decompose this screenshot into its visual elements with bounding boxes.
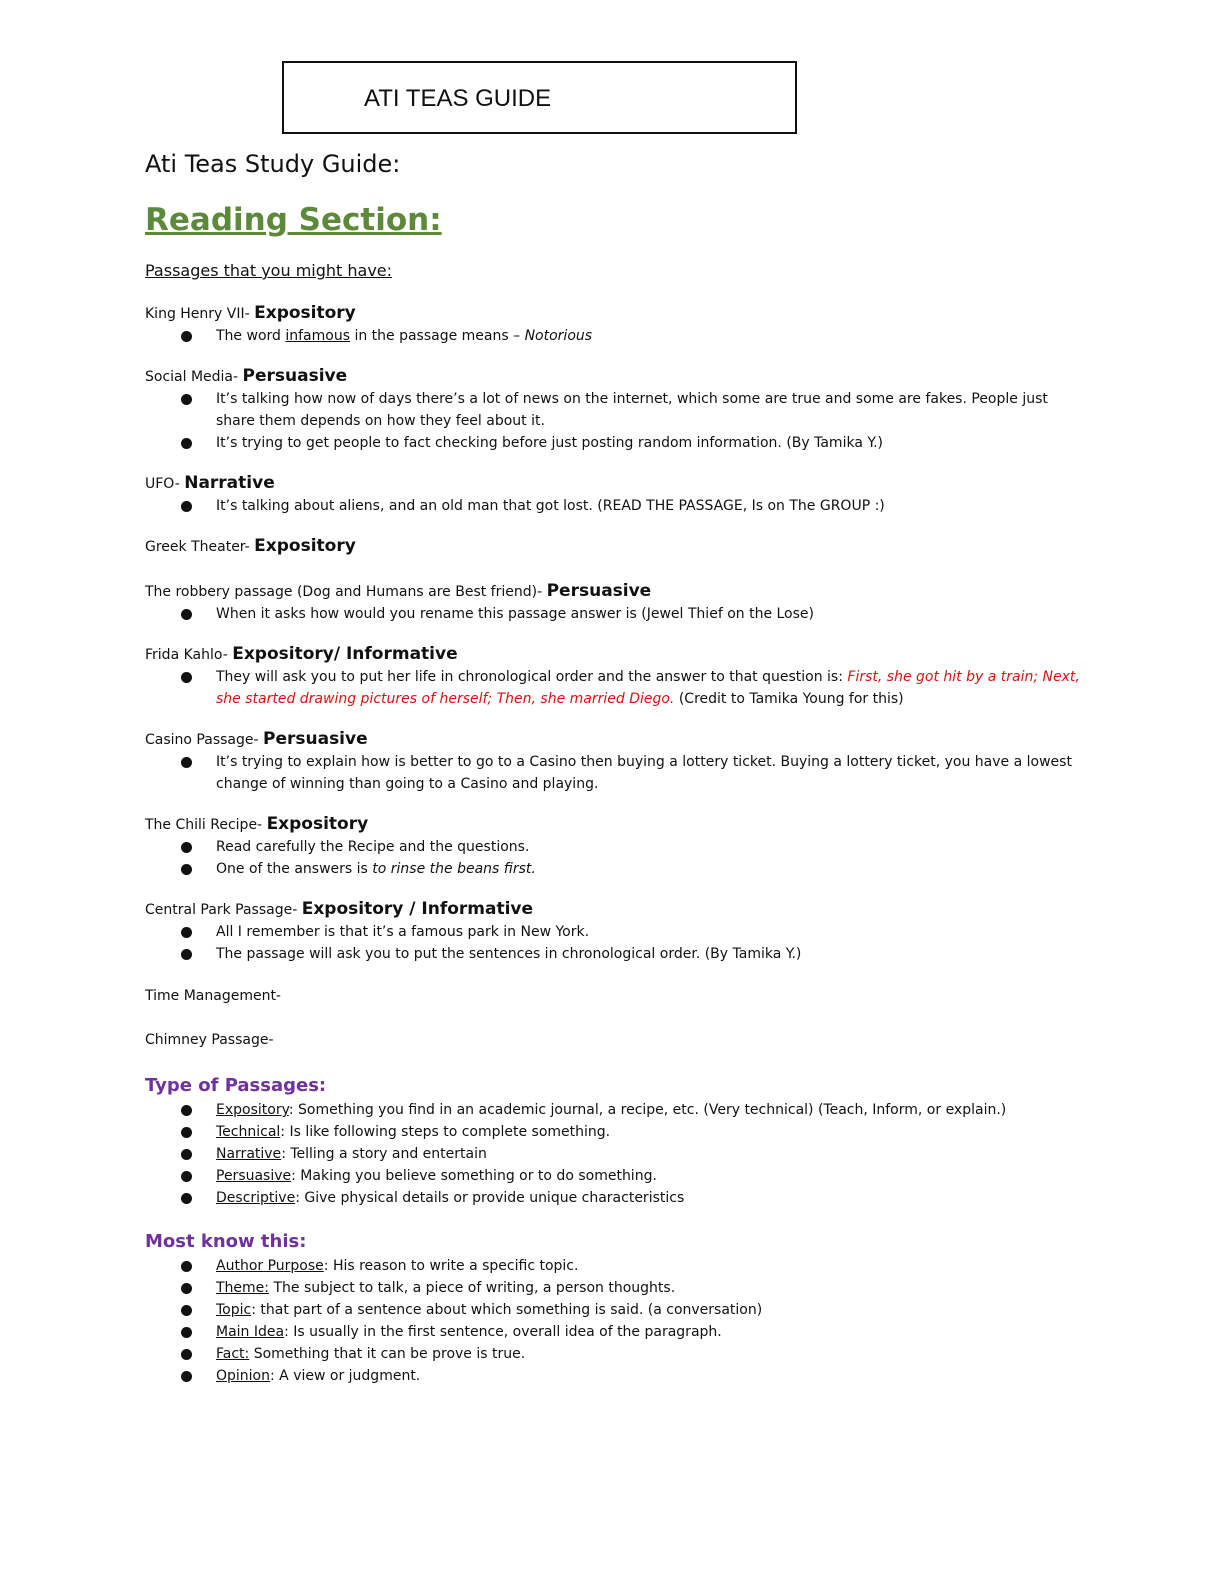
bullet-icon (181, 927, 192, 938)
bullet-icon (181, 757, 192, 768)
term: Technical (216, 1124, 281, 1140)
passage-name: Greek Theater- (145, 539, 255, 555)
text: (Credit to Tamika Young for this) (674, 691, 904, 707)
bullet-icon (181, 1305, 192, 1316)
passage-title (145, 472, 1085, 495)
must-know-section (145, 1229, 1085, 1387)
list-item (145, 1255, 1085, 1277)
time-management: Time Management- (145, 988, 281, 1004)
passage-type: Persuasive (242, 366, 348, 386)
list-item (145, 1187, 1085, 1209)
definition: : Making you believe something or to do something. (291, 1168, 657, 1184)
term: Theme: (216, 1280, 270, 1296)
text: It’s talking about aliens, and an old man that got lost. (READ THE PASSAGE, Is on The GROUP :) (216, 498, 885, 514)
chimney-passage: Chimney Passage- (145, 1032, 274, 1048)
passage-title (145, 643, 1085, 666)
bullet-icon (181, 1371, 192, 1382)
term: Fact: (216, 1346, 250, 1362)
bullet-icon (181, 1261, 192, 1272)
types-section (145, 1073, 1085, 1209)
list-item (145, 1365, 1085, 1387)
passage-title (145, 535, 1085, 558)
definition: : Is like following steps to complete something. (280, 1124, 611, 1140)
passage-title (145, 813, 1085, 836)
bullet-icon (181, 949, 192, 960)
list-item (145, 1121, 1085, 1143)
list-item (145, 836, 1085, 858)
types-heading: Type of Passages: (145, 1075, 327, 1096)
must-know-list (145, 1255, 1085, 1387)
text: The passage will ask you to put the sentences in chronological order. (By Tamika Y.) (216, 946, 802, 962)
passage-type: Expository (254, 536, 356, 556)
passage-name: Social Media- (145, 369, 243, 385)
term: Descriptive (216, 1190, 296, 1206)
text: All I remember is that it’s a famous park in New York. (216, 924, 590, 940)
passage-central-park (145, 898, 1085, 965)
bullet-icon (181, 1193, 192, 1204)
term: Persuasive (216, 1168, 292, 1184)
text: in the passage means – (350, 328, 525, 344)
types-list (145, 1099, 1085, 1209)
passage-title (145, 898, 1085, 921)
text: It’s trying to get people to fact checking before just posting random information. (By Tamika Y.) (216, 435, 883, 451)
bullet-icon (181, 1171, 192, 1182)
bullet-icon (181, 1149, 192, 1160)
list-item (145, 325, 1085, 347)
passage-title (145, 365, 1085, 388)
list-item (145, 858, 1085, 880)
list-item (145, 388, 1085, 432)
list-item (145, 495, 1085, 517)
bullet-icon (181, 438, 192, 449)
doc-heading: Ati Teas Study Guide: (145, 150, 401, 178)
passage-title (145, 302, 1085, 325)
passage-type: Narrative (184, 473, 275, 493)
list-item (145, 1099, 1085, 1121)
definition: : that part of a sentence about which something is said. (a conversation) (251, 1302, 763, 1318)
passage-type: Expository/ Informative (232, 644, 458, 664)
italic-word: Notorious (524, 328, 593, 344)
text: Read carefully the Recipe and the questions. (216, 839, 530, 855)
list-item (145, 1143, 1085, 1165)
term: Expository (216, 1102, 289, 1118)
definition: Something that it can be prove is true. (249, 1346, 526, 1362)
italic-text: to rinse the beans first. (372, 861, 536, 877)
red-answer-text: First, she got hit by a train; Next, she started drawing pictures of herself; Then, she married Diego. (216, 669, 1080, 707)
list-item (145, 666, 1085, 710)
bullet-icon (181, 1327, 192, 1338)
passage-social-media (145, 365, 1085, 454)
list-item (145, 1343, 1085, 1365)
definition: : Telling a story and entertain (281, 1146, 487, 1162)
passage-type: Persuasive (546, 581, 652, 601)
list-item (145, 1277, 1085, 1299)
passage-title (145, 580, 1085, 603)
list-item (145, 943, 1085, 965)
bullet-icon (181, 331, 192, 342)
bullet-icon (181, 864, 192, 875)
list-item (145, 1165, 1085, 1187)
passage-frida-kahlo (145, 643, 1085, 710)
passage-name: King Henry VII- (145, 306, 255, 322)
passage-greek-theater (145, 535, 1085, 558)
term: Topic (216, 1302, 252, 1318)
bullet-icon (181, 1349, 192, 1360)
passage-name: The robbery passage (Dog and Humans are Best friend)- (145, 584, 547, 600)
list-item (145, 1299, 1085, 1321)
passage-name: Casino Passage- (145, 732, 263, 748)
must-know-heading: Most know this: (145, 1231, 307, 1252)
passage-type: Expository (266, 814, 369, 834)
term: Narrative (216, 1146, 282, 1162)
bullet-icon (181, 842, 192, 853)
term: Opinion (216, 1368, 270, 1384)
underlined-word: infamous (285, 328, 350, 344)
title-box-text: ATI TEAS GUIDE (364, 85, 552, 112)
passage-chili-recipe (145, 813, 1085, 880)
passage-name: The Chili Recipe- (145, 817, 267, 833)
list-item (145, 603, 1085, 625)
passage-robbery (145, 580, 1085, 625)
definition: : Is usually in the first sentence, overall idea of the paragraph. (284, 1324, 722, 1340)
list-item (145, 1321, 1085, 1343)
bullet-icon (181, 672, 192, 683)
passage-name: UFO- (145, 476, 185, 492)
text: One of the answers is (216, 861, 373, 877)
text: It’s talking how now of days there’s a lot of news on the internet, which some are true and some are fakes. People just share them depends on how they feel about it. (216, 391, 1048, 429)
bullet-icon (181, 1283, 192, 1294)
passage-casino (145, 728, 1085, 795)
list-item (145, 432, 1085, 454)
term: Author Purpose (216, 1258, 324, 1274)
text: When it asks how would you rename this passage answer is (Jewel Thief on the Lose) (216, 606, 814, 622)
section-title: Reading Section: (145, 202, 442, 238)
passage-type: Expository / Informative (301, 899, 534, 919)
passage-king-henry (145, 302, 1085, 347)
text: It’s trying to explain how is better to go to a Casino then buying a lottery ticket. Buying a lottery ticket, you have a lowest change of winning than going to a Casino and playing. (216, 754, 1072, 792)
document-body (145, 148, 1085, 1387)
bullet-icon (181, 1105, 192, 1116)
text: They will ask you to put her life in chronological order and the answer to that question is: (216, 669, 848, 685)
text: The word (216, 328, 286, 344)
passages-subhead: Passages that you might have: (145, 261, 393, 280)
bullet-icon (181, 1127, 192, 1138)
definition: The subject to talk, a piece of writing, a person thoughts. (269, 1280, 676, 1296)
passage-ufo (145, 472, 1085, 517)
bullet-icon (181, 394, 192, 405)
bullet-icon (181, 609, 192, 620)
definition: : Something you find in an academic journal, a recipe, etc. (Very technical) (Teach, Inform, or explain.) (288, 1102, 1007, 1118)
passage-name: Frida Kahlo- (145, 647, 233, 663)
passage-type: Persuasive (263, 729, 368, 749)
definition: : His reason to write a specific topic. (323, 1258, 579, 1274)
bullet-icon (181, 501, 192, 512)
passage-title (145, 728, 1085, 751)
list-item (145, 751, 1085, 795)
list-item (145, 921, 1085, 943)
passage-name: Central Park Passage- (145, 902, 302, 918)
term: Main Idea (216, 1324, 285, 1340)
passage-type: Expository (254, 303, 356, 323)
definition: : A view or judgment. (270, 1368, 421, 1384)
definition: : Give physical details or provide unique characteristics (295, 1190, 685, 1206)
title-box (282, 61, 797, 134)
